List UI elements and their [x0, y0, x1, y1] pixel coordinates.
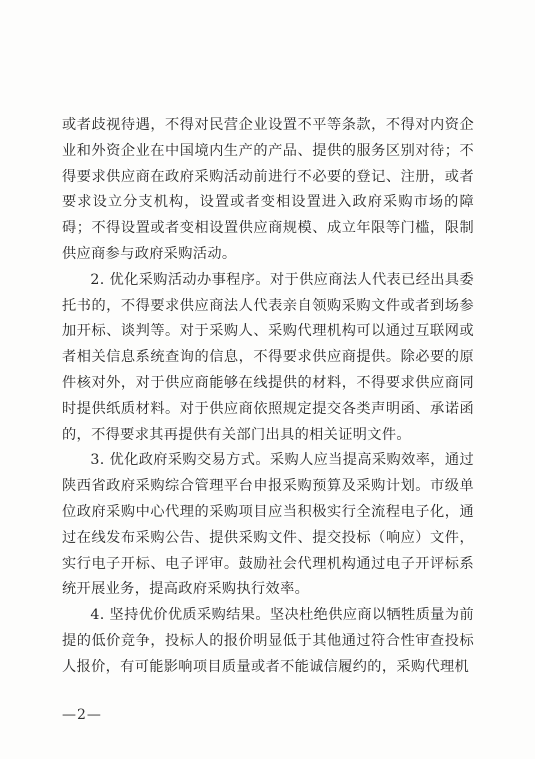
paragraph-item-4: 4. 坚持优价优质采购结果。坚决杜绝供应商以牺牲质量为前提的低价竞争，投标人的报价明显低于其他通过符合性审查投标人报价，有可能影响项目质量或者不能诚信履约的，采购代理机 — [62, 607, 474, 675]
paragraph-continuation: 或者歧视待遇，不得对民营企业设置不平等条款，不得对内资企业和外资企业在中国境内生产的产品、提供的服务区别对待；不得要求供应商在政府采购活动前进行不必要的登记、注册，或者要求设立分支机构，设置或者变相设置进入政府采购市场的障碍；不得设置或者变相设置供应商规模、成立年限等门槛，限制供应商参与政府采购活动。 — [62, 117, 474, 262]
page-number: —2— — [62, 707, 102, 723]
document-body — [62, 113, 474, 681]
paragraph-item-2: 2. 优化采购活动办事程序。对于供应商法人代表已经出具委托书的，不得要求供应商法人代表亲自领购采购文件或者到场参加开标、谈判等。对于采购人、采购代理机构可以通过互联网或者相关信息系统查询的信息，不得要求供应商提供。除必要的原件核对外，对于供应商能够在线提供的材料，不得要求供应商同时提供纸质材料。对于供应商依照规定提交各类声明函、承诺函的，不得要求其再提供有关部门出具的相关证明文件。 — [62, 271, 474, 443]
paragraph-item-3: 3. 优化政府采购交易方式。采购人应当提高采购效率，通过陕西省政府采购综合管理平台申报采购预算及采购计划。市级单位政府采购中心代理的采购项目应当积极实行全流程电子化，通过在线发布采购公告、提供采购文件、提交投标（响应）文件，实行电子开标、电子评审。鼓励社会代理机构通过电子开评标系统开展业务，提高政府采购执行效率。 — [62, 452, 474, 598]
